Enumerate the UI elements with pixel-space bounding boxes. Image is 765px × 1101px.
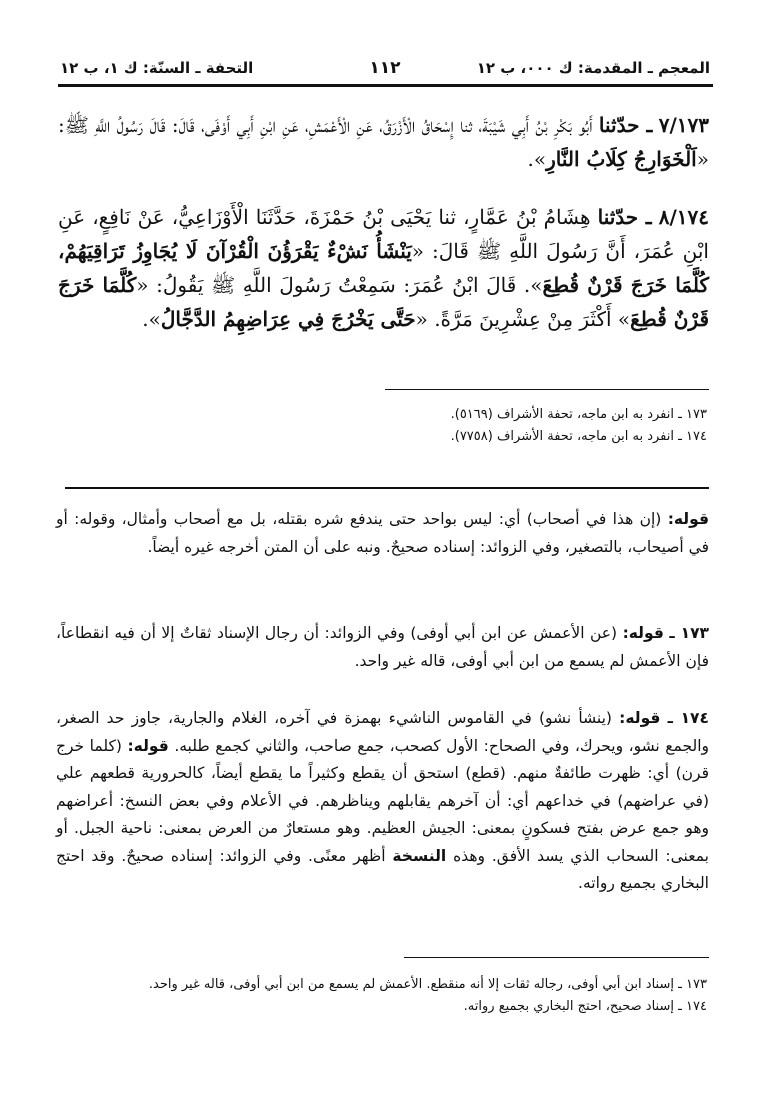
hadith-174	[58, 200, 709, 336]
hadith-173: ٧/١٧٣ ـ حدّثنا أَبُو بَكْرِ بْنُ أَبِي شَيْبَةَ، ثنا إِسْحَاقُ الْأَزْرَقُ، عَنِ الْأَعْمَشِ، عَنِ ابْنِ أَبِي أَوْفَى، قَالَ: قَالَ رَسُولُ اللَّهِ ﷺ: «اَلْخَوَارِجُ كِلَابُ النَّارِ».	[58, 113, 710, 171]
keyword: قوله:	[622, 624, 664, 642]
footnote: ١٧٣ ـ إسناد ابن أبي أوفى، رجاله ثقات إلا أنه منقطع. الأعمش لم يسمع من ابن أبي أوفى، قاله غير واحد.	[148, 977, 707, 992]
hadith-number: ٧/١٧٣	[658, 113, 710, 137]
hadith-quote: يَنْشَأُ نَشْءٌ يَقْرَؤُنَ الْقُرْآنَ لَا يُجَاوِزُ تَرَاقِيَهُمْ، كُلَّمَا خَرَجَ قَرْنٌ قُطِعَ	[58, 239, 709, 297]
hadith-end: ».	[142, 307, 161, 331]
hadith-text: ». قَالَ ابْنُ عُمَرَ: سَمِعْتُ رَسُولَ اللَّهِ ﷺ يَقُولُ: «	[136, 273, 543, 297]
hadith-quote: كُلَّمَا خَرَجَ قَرْنٌ قُطِعَ	[58, 273, 709, 331]
footnotes-bottom	[70, 974, 707, 1018]
commentary-text: (عن الأعمش عن ابن أبي أوفى) وفي الزوائد: أن رجال الإسناد ثقاتٌ إلا أن فيه انقطاعاً، فإن الأعمش لم يسمع من ابن أبي أوفى، قاله غير واحد.	[56, 624, 709, 670]
hadith-quote: اَلْخَوَارِجُ كِلَابُ النَّارِ	[546, 147, 697, 171]
commentary-text: (إن هذا في أصحاب) أي: ليس بواحد حتى يندفع شره بقتله، بل مع أصحاب وأمثال، وقوله: أو في أصيحاب، بالتصغير، وفي الزوائد: إسناده صحيحٌ. ونبه على أن المتن أخرجه غيره أيضاً.	[56, 510, 709, 556]
keyword: قوله:	[619, 709, 661, 727]
section-divider	[65, 487, 709, 489]
hadith-number: ٨/١٧٤	[658, 205, 710, 229]
hadith-quote: حَتَّى يَخْرُجَ فِي عِرَاضِهِمُ الدَّجَّالُ	[160, 307, 416, 331]
commentary-text: أظهر معنًى. وفي الزوائد: إسناده صحيحٌ. وقد احتج البخاري بجميع رواته.	[56, 846, 709, 892]
keyword: قوله:	[127, 736, 169, 755]
commentary-number: ١٧٤ ـ	[667, 709, 709, 727]
footnote-separator	[404, 957, 709, 958]
hadith-lead: ـ حدّثنا	[598, 113, 653, 137]
keyword: النسخة	[392, 846, 447, 865]
footnote: ١٧٤ ـ انفرد به ابن ماجه، تحفة الأشراف (٧٧٥٨).	[450, 429, 707, 444]
commentary-paragraph	[56, 705, 709, 898]
footnotes-top	[70, 404, 707, 448]
commentary-number: ١٧٣ ـ	[669, 624, 709, 642]
hadith-end: ».	[527, 147, 547, 171]
footnote: ١٧٣ ـ انفرد به ابن ماجه، تحفة الأشراف (٥١٦٩).	[450, 407, 707, 422]
footnote: ١٧٤ ـ إسناد صحيح، احتج البخاري بجميع رواته.	[463, 999, 707, 1014]
commentary-paragraph	[56, 506, 709, 561]
header-rule	[58, 84, 713, 87]
footnote-separator	[385, 389, 709, 390]
commentary-paragraph	[56, 620, 709, 675]
hadith-text: هِشَامُ بْنُ عَمَّارٍ، ثنا يَحْيَى بْنُ حَمْزَةَ، حَدَّثَنَا الْأَوْزَاعِيُّ، عَنْ نَافِعٍ، عَنِ ابْنِ عُمَرَ، أَنَّ رَسُولَ اللَّهِ ﷺ قَالَ: «	[58, 205, 709, 263]
hadith-text: » أَكْثَرَ مِنْ عِشْرِينَ مَرَّةً. «	[415, 307, 631, 331]
commentary-text: (كلما خرج قرن) أي: ظهرت طائفةٌ منهم. (قطع) استحق أن يقطع وكثيراً ما يقطع أيضاً، كالحرورية قطعهم علي (في عراضهم) في خداعهم أي: أن آخرهم يقابلهم ويناظرهم. في الأعلام وفي بعض النسخ: أعراضهم وهو جمع عرض بفتح فسكونٍ بمعنى: الجيش العظيم. وهو مستعارٌ من العرض بمعنى: ناحية الجبل. أو بمعنى: السحاب الذي يسد الأفق. وهذه	[56, 736, 709, 865]
page-number: ١١٢	[369, 58, 401, 78]
hadith-text: أَبُو بَكْرِ بْنُ أَبِي شَيْبَةَ، ثنا إِسْحَاقُ الْأَزْرَقُ، عَنِ الْأَعْمَشِ، عَنِ ابْنِ أَبِي أَوْفَى، قَالَ: قَالَ رَسُولُ اللَّهِ ﷺ:	[58, 113, 593, 137]
hadith-lead: ـ حدّثنا	[597, 205, 652, 229]
keyword: قوله:	[667, 510, 709, 528]
commentary-text: (ينشأ نشو) في القاموس الناشيء بهمزة في آخره، الغلام والجارية، جاوز حد الصغر، والجمع نشو، ويحرك، وفي الصحاح: الأول كصحب، جمع صاحب، والثاني كجمع طلبه.	[56, 709, 710, 755]
header-left: التحفة ـ السنّة: ك ١، ب ١٢	[60, 59, 254, 77]
header-right: المعجم ـ المقدمة: ك ٠٠٠، ب ١٢	[476, 59, 710, 77]
page-header	[60, 56, 710, 80]
